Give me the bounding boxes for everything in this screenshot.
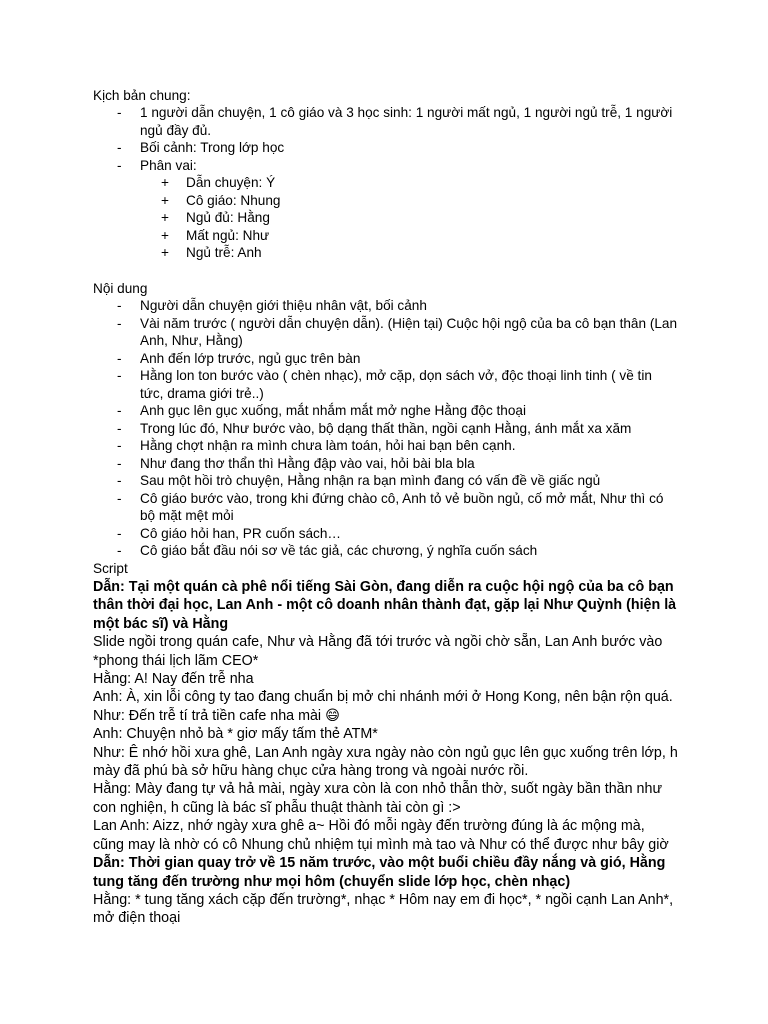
content-heading: Nội dung <box>93 281 148 296</box>
script-body <box>93 578 678 928</box>
list-item: - Bối cảnh: Trong lớp học <box>0 139 678 157</box>
script-line: Như: Đến trễ tí trả tiền cafe nha mài 😄 <box>93 707 340 724</box>
roles-list <box>0 174 586 262</box>
script-line: Hằng: A! Nay đến trễ nha <box>93 671 254 688</box>
narrator-line: Dẫn: Tại một quán cà phê nổi tiếng Sài Gòn, đang diễn ra cuộc hội ngộ của ba cô bạn thân thời đại học, Lan Anh - một cô doanh nhân thành đạt, gặp lại Như Quỳnh (hiện là một bác sĩ) và Hằng <box>93 579 677 632</box>
list-item: - Cô giáo hỏi han, PR cuốn sách… <box>0 525 678 543</box>
list-item: - Như đang thơ thẩn thì Hằng đập vào vai, hỏi bài bla bla <box>0 455 678 473</box>
role-item: + Ngủ trễ: Anh <box>0 244 586 262</box>
script-heading: Script <box>93 561 128 576</box>
script-line: Lan Anh: Aizz, nhớ ngày xưa ghê a~ Hồi đó mỗi ngày đến trường đúng là ác mộng mà, cũng may là nhờ có cô Nhung chủ nhiệm tụi mình mà tao và Như có thể được như bây giờ <box>93 818 669 853</box>
list-item: - Cô giáo bắt đầu nói sơ về tác giả, các chương, ý nghĩa cuốn sách <box>0 542 678 560</box>
script-line: Slide ngồi trong quán cafe, Như và Hằng đã tới trước và ngồi chờ sẵn, Lan Anh bước vào *phong thái lịch lãm CEO* <box>93 634 663 669</box>
script-line: Hằng: Mày đang tự vả hả mài, ngày xưa còn là con nhỏ thẫn thờ, suốt ngày bần thần như con nghiện, h cũng là bác sĩ phẫu thuật thành tài còn gì :> <box>93 781 663 816</box>
role-item: + Mất ngủ: Như <box>0 227 586 245</box>
list-item: - Cô giáo bước vào, trong khi đứng chào cô, Anh tỏ vẻ buồn ngủ, cố mở mắt, Như thì có bộ mặt mệt mỏi <box>0 490 678 525</box>
narrator-line: Dẫn: Thời gian quay trở về 15 năm trước, vào một buổi chiều đầy nắng và gió, Hằng tung tăng đến trường như mọi hôm (chuyển slide lớp học, chèn nhạc) <box>93 855 666 890</box>
list-item: - Người dẫn chuyện giới thiệu nhân vật, bối cảnh <box>0 297 678 315</box>
list-item: - Anh gục lên gục xuống, mắt nhắm mắt mở nghe Hằng độc thoại <box>0 402 678 420</box>
script-line: Hằng: * tung tăng xách cặp đến trường*, nhạc * Hôm nay em đi học*, * ngồi cạnh Lan Anh*, mở điện thoại <box>93 891 674 927</box>
content-list <box>0 297 768 560</box>
list-item: - Anh đến lớp trước, ngủ gục trên bàn <box>0 350 678 368</box>
list-item: - Sau một hồi trò chuyện, Hằng nhận ra bạn mình đang có vấn đề về giấc ngủ <box>0 472 678 490</box>
script-line: Như: Ê nhớ hồi xưa ghê, Lan Anh ngày xưa ngày nào còn ngủ gục lên gục xuống trên lớp, h mày đã phú bà sở hữu hàng chục cửa hàng trong và ngoài nước rồi. <box>93 744 678 780</box>
role-item: + Ngủ đủ: Hằng <box>0 209 586 227</box>
list-item: - Hằng chợt nhận ra mình chưa làm toán, hỏi hai bạn bên cạnh. <box>0 437 678 455</box>
role-item: + Cô giáo: Nhung <box>0 192 586 210</box>
script-line: Anh: Chuyện nhỏ bà * giơ mấy tấm thẻ ATM* <box>93 726 378 743</box>
list-item: - Vài năm trước ( người dẫn chuyện dẫn). (Hiện tại) Cuộc hội ngộ của ba cô bạn thân (Lan Anh, Như, Hằng) <box>0 315 678 350</box>
list-item: - 1 người dẫn chuyện, 1 cô giáo và 3 học sinh: 1 người mất ngủ, 1 người ngủ trễ, 1 người ngủ đầy đủ. <box>0 104 678 139</box>
role-item: + Dẫn chuyện: Ý <box>0 174 586 192</box>
script-line: Anh: À, xin lỗi công ty tao đang chuẩn bị mở chi nhánh mới ở Hong Kong, nên bận rộn quá. <box>93 689 673 706</box>
list-item: - Trong lúc đó, Như bước vào, bộ dạng thất thần, ngồi cạnh Hằng, ánh mắt xa xăm <box>0 420 678 438</box>
general-list <box>0 104 768 174</box>
general-heading: Kịch bản chung: <box>93 88 191 103</box>
list-item-label: Phân vai: <box>140 157 197 173</box>
list-item <box>0 157 678 175</box>
list-item: - Hằng lon ton bước vào ( chèn nhạc), mở cặp, dọn sách vở, độc thoại linh tinh ( về tin tức, drama giới trẻ..) <box>0 367 678 402</box>
